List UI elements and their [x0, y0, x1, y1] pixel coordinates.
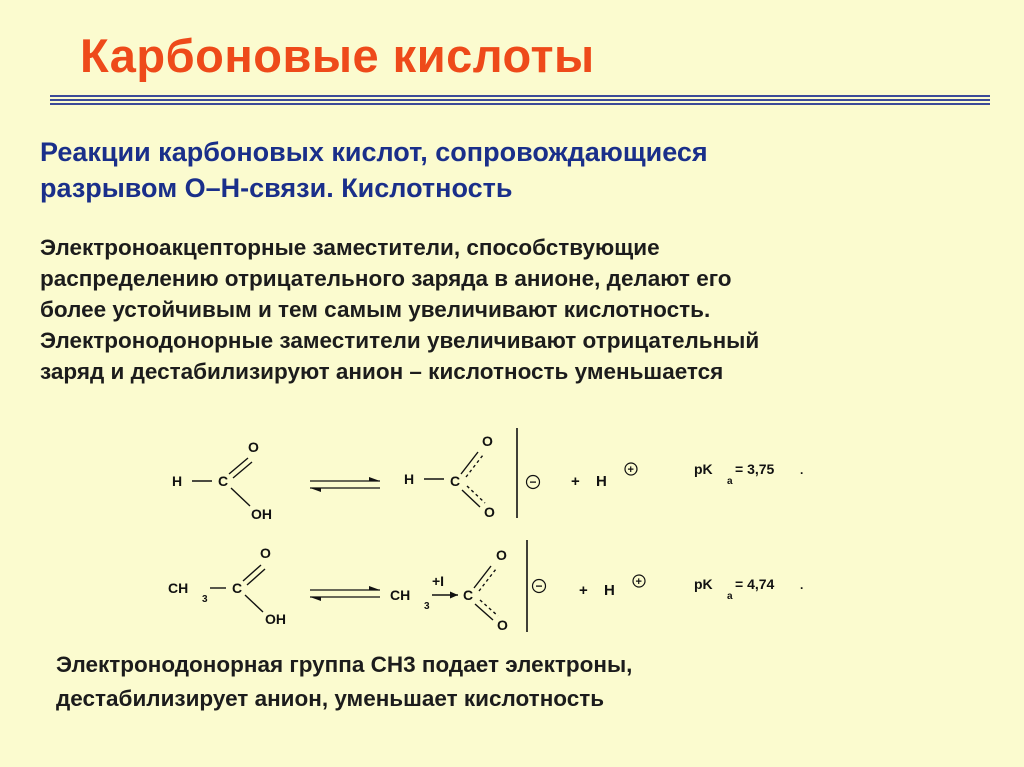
plus-sign: + [571, 473, 580, 490]
paragraph-line: распределению отрицательного заряда в анионе, делают его [40, 266, 732, 291]
section-heading-line: Реакции карбоновых кислот, сопровождающиеся [40, 137, 708, 167]
subscript-3: 3 [424, 601, 430, 612]
charge-sign: − [529, 475, 537, 489]
conclusion-line: дестабилизирует анион, уменьшает кислотность [56, 686, 605, 711]
atom-h: H [172, 473, 183, 489]
formic-acid [172, 439, 272, 522]
section-heading-line: разрывом О–Н-связи. Кислотность [40, 173, 513, 203]
delocalized-bond [467, 486, 485, 503]
double-bond-c-o [229, 458, 248, 474]
atom-c: C [218, 473, 229, 489]
pka-number: = 4,74 [735, 576, 775, 592]
delocalized-bond [480, 600, 498, 616]
conclusion-line: Электронодонорная группа СН3 подает электроны, [56, 652, 633, 677]
bond-c-o [474, 566, 491, 588]
double-bond-c-o [243, 565, 261, 581]
group-oh: OH [265, 611, 286, 627]
paragraph-line: заряд и дестабилизируют анион – кислотность уменьшается [40, 359, 724, 384]
pka-value [694, 576, 803, 602]
atom-o: O [260, 545, 271, 561]
bond-c-o [475, 604, 493, 620]
equilibrium-arrow-icon [310, 586, 380, 601]
atom-c: C [232, 580, 243, 596]
atom-o: O [482, 433, 493, 449]
pka-label: pK [694, 461, 713, 477]
proton [579, 575, 645, 599]
charge-sign: + [627, 464, 634, 476]
charge-sign: + [635, 576, 642, 588]
reaction-1 [172, 428, 803, 522]
acetate-anion [390, 540, 546, 633]
group-oh: OH [251, 506, 272, 522]
atom-o: O [497, 617, 508, 633]
pka-value [694, 461, 803, 487]
bond-c-o [462, 490, 480, 507]
atom-o: O [248, 439, 259, 455]
plus-sign: + [579, 582, 588, 599]
subscript-3: 3 [202, 594, 208, 605]
charge-sign: − [535, 579, 543, 593]
reaction-2 [168, 540, 803, 633]
pka-subscript: a [727, 591, 733, 602]
formate-anion [404, 428, 540, 520]
atom-o: O [484, 504, 495, 520]
bond-c-oh [245, 595, 263, 612]
acetic-acid [168, 545, 286, 627]
atom-h: H [404, 471, 415, 487]
conclusion-text [56, 648, 632, 716]
bond-c-oh [231, 488, 250, 506]
double-bond-c-o [233, 462, 252, 478]
delocalized-bond [466, 455, 483, 477]
pka-label: pK [694, 576, 713, 592]
equilibrium-arrow-icon [310, 477, 380, 492]
paragraph-line: Электроноакцепторные заместители, способствующие [40, 235, 660, 260]
paragraph-line: более устойчивым и тем самым увеличивают кислотность. [40, 297, 711, 322]
atom-h: H [596, 473, 607, 490]
group-ch: CH [390, 587, 411, 603]
atom-o: O [496, 547, 507, 563]
pka-number: = 3,75 [735, 461, 775, 477]
page-title: Карбоновые кислоты [80, 29, 595, 82]
double-bond-c-o [247, 569, 265, 585]
pka-dot: . [800, 463, 804, 477]
electron-shift-arrow-icon [450, 592, 458, 599]
paragraph-line: Электронодонорные заместители увеличивают отрицательный [40, 328, 760, 353]
pka-subscript: a [727, 476, 733, 487]
delocalized-bond [479, 569, 496, 591]
bond-c-o [461, 452, 478, 474]
inductive-effect-label: +I [432, 573, 445, 589]
pka-dot: . [800, 578, 804, 592]
atom-c: C [450, 473, 461, 489]
group-ch: CH [168, 580, 189, 596]
proton [571, 463, 637, 490]
atom-c: C [463, 587, 474, 603]
atom-h: H [604, 582, 615, 599]
